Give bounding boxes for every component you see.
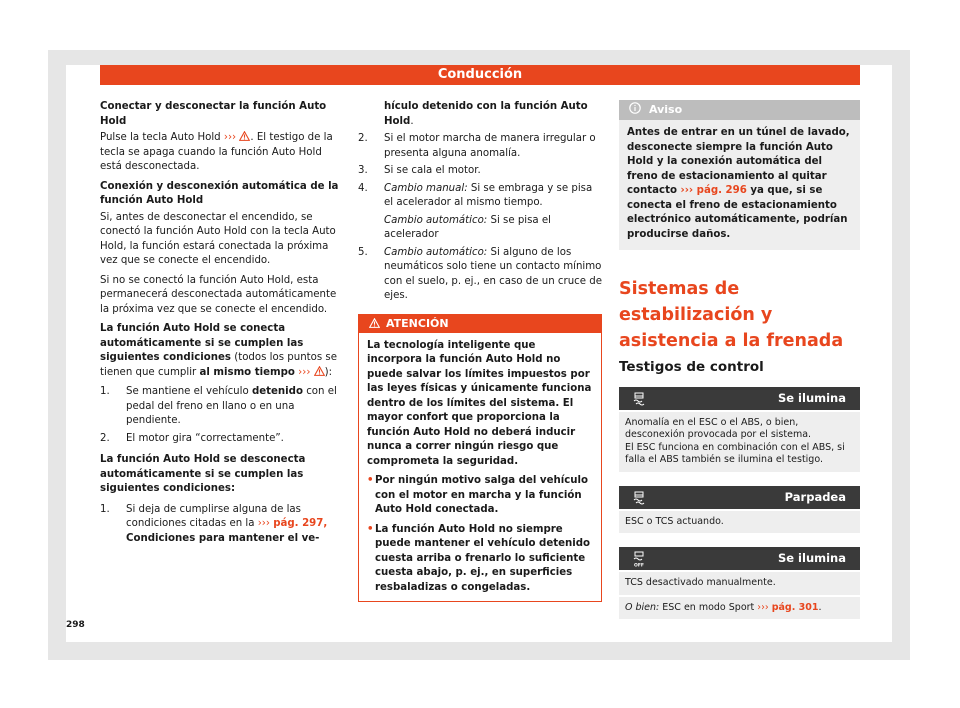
attention-intro: La tecnología inteligente que incorpora la función Auto Hold no puede salvar los límites impuestos por las leyes físicas y únicamente funciona dentro de los límites del sistema. El mayor confort que proporciona la función Auto Hold no deberá inducir nunca a correr ningún riesgo que comprometa la seguridad. <box>367 339 592 467</box>
page-number: 298 <box>66 620 85 630</box>
esc-skid-icon <box>631 490 647 506</box>
attention-body <box>359 333 601 602</box>
indicator-header: Se ilumina <box>619 387 860 410</box>
list-item: 1. Si deja de cumplirse alguna de las condiciones citadas en la ››› pág. 297, Condiciones para mantener el ve- <box>100 503 328 544</box>
svg-text:OFF: OFF <box>634 563 644 567</box>
reference-arrow[interactable]: ››› <box>680 185 694 196</box>
indicator-table <box>619 486 860 534</box>
list-item: 2. El motor gira “correctamente”. <box>100 432 284 444</box>
column-right <box>619 100 860 633</box>
notice-body: Antes de entrar en un túnel de lavado, desconecte siempre la función Auto Hold y la conexión automática del freno de estacionamiento al quitar contacto ››› pág. 296 ya que, si se conecta el freno de estacionamiento electrónico automáticamente, podrían producirse daños. <box>627 127 850 240</box>
reference-arrow[interactable]: ››› <box>257 518 270 529</box>
section-header: Conducción <box>100 65 860 85</box>
subsection-title: Testigos de control <box>619 359 764 375</box>
esc-skid-icon <box>631 391 647 407</box>
attention-box <box>358 314 602 603</box>
list-item: 1. Se mantiene el vehículo detenido con el pedal del freno en llano o en una pendiente. <box>100 386 337 426</box>
page-link[interactable]: pág. 296 <box>696 185 747 196</box>
reference-arrow[interactable]: ››› <box>298 366 311 378</box>
warning-triangle-icon <box>369 318 380 328</box>
indicator-header: Parpadea <box>619 486 860 509</box>
page-link[interactable]: pág. 301 <box>771 601 819 613</box>
list-item: Cambio automático: Si se pisa el acelerador <box>384 214 552 240</box>
reference-arrow[interactable]: ››› <box>757 601 769 613</box>
paragraph-connected: Si, antes de desconectar el encendido, se conectó la función Auto Hold con la tecla Auto Hold, la función estará conectada la próxima vez que se conecte el encendido. <box>100 211 336 266</box>
bullet-icon: • <box>367 475 374 486</box>
section-title: Sistemas de estabilización y asistencia a la frenada <box>619 279 844 351</box>
paragraph-auto-hold-button: Pulse la tecla Auto Hold ››› . El testigo de la tecla se apaga cuando la función Auto Hold está desconectada. <box>100 132 333 172</box>
heading-auto-hold: Conectar y desconectar la función Auto Hold <box>100 101 327 127</box>
indicator-row: ESC o TCS actuando. <box>619 511 860 534</box>
list-item: hículo detenido con la función Auto Hold. <box>384 101 588 127</box>
heading-auto-disconnect: La función Auto Hold se desconecta automáticamente si se cumplen las siguientes condiciones: <box>100 454 306 494</box>
attention-bullet: • La función Auto Hold no siempre puede mantener el vehículo detenido cuesta arriba o frenarlo lo suficiente cuesta abajo, p. ej., en superficies resbaladizas o congeladas. <box>367 523 591 593</box>
indicator-row: O bien: ESC en modo Sport ››› pág. 301. <box>619 597 860 620</box>
attention-header: ATENCIÓN <box>359 315 601 333</box>
notice-header: Aviso <box>619 100 860 120</box>
indicator-table <box>619 547 860 619</box>
indicator-row: Anomalía en el ESC o el ABS, o bien, desconexión provocada por el sistema. El ESC funciona en combinación con el ABS, si falla el ABS también se ilumina el testigo. <box>619 412 860 472</box>
notice-box <box>619 100 860 250</box>
list-item: 3. Si se cala el motor. <box>358 165 481 176</box>
info-icon <box>629 102 641 114</box>
page-link[interactable]: pág. 297, <box>273 518 328 529</box>
column-middle <box>358 100 602 602</box>
bullet-icon: • <box>367 523 374 535</box>
heading-auto-connect: Conexión y desconexión automática de la función Auto Hold <box>100 180 339 206</box>
list-item: 2. Si el motor marcha de manera irregular o presenta alguna anomalía. <box>358 133 596 159</box>
list-item: 5. Cambio automático: Si alguno de los neumáticos solo tiene un contacto mínimo con el suelo, p. ej., en caso de un cruce de ejes. <box>358 246 602 301</box>
reference-arrow[interactable]: ››› <box>223 132 237 143</box>
indicator-row: TCS desactivado manualmente. <box>619 572 860 595</box>
warning-triangle-icon <box>314 366 325 376</box>
warning-triangle-icon <box>239 131 250 141</box>
column-left <box>100 100 344 549</box>
indicator-header: OFF Se ilumina <box>619 547 860 570</box>
paragraph-not-connected: Si no se conectó la función Auto Hold, esta permanecerá desconectada automáticamente la próxima vez que se conecte el encendido. <box>100 274 337 315</box>
esc-off-icon <box>631 551 647 567</box>
attention-bullet: • Por ningún motivo salga del vehículo con el motor en marcha y la función Auto Hold conectada. <box>367 475 589 515</box>
paragraph-conditions: La función Auto Hold se conecta automáticamente si se cumplen las siguientes condiciones (todos los puntos se tienen que cumplir al mismo tiempo ››› ): <box>100 323 338 378</box>
indicator-table <box>619 387 860 472</box>
list-item: 4. Cambio manual: Si se embraga y se pisa el acelerador al mismo tiempo. <box>358 182 593 208</box>
